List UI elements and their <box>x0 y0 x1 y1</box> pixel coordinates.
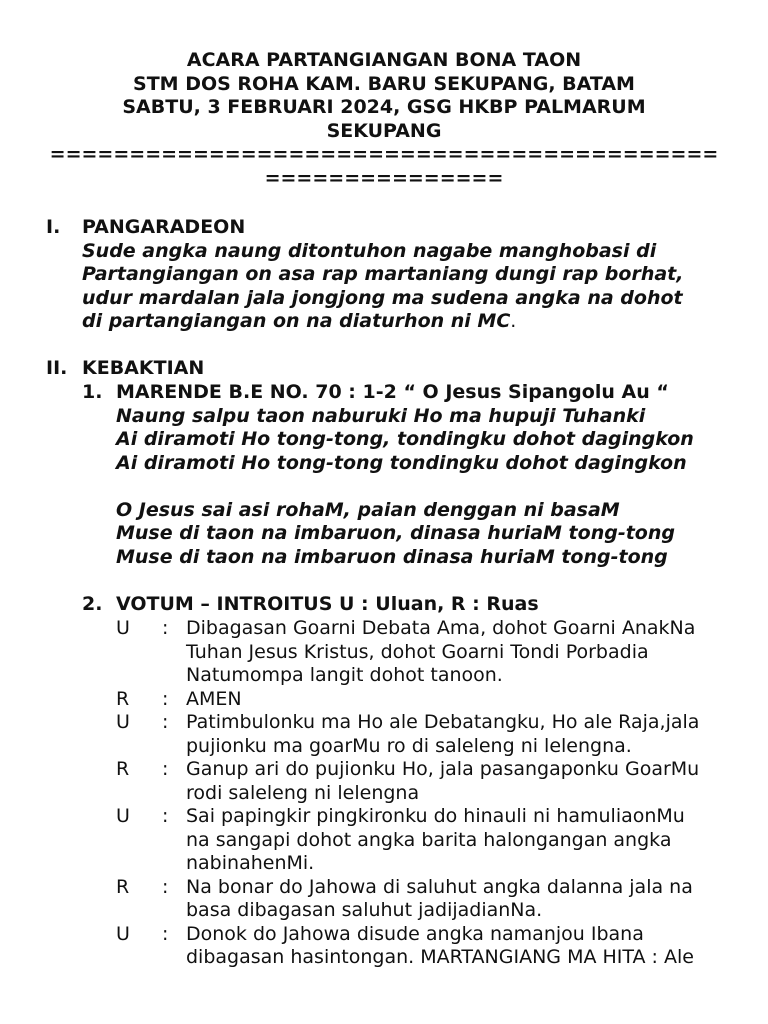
item-number: 1. <box>82 381 103 403</box>
body-line-last <box>82 310 736 334</box>
section-pangaradeon <box>46 216 736 334</box>
section-kebaktian <box>46 357 736 381</box>
item-title: MARENDE B.E NO. 70 : 1-2 “ O Jesus Sipangolu Au “ <box>116 381 669 403</box>
colon: : <box>162 922 169 945</box>
hymn-line: Naung salpu taon naburuki Ho ma hupuji Tuhanki <box>116 404 646 427</box>
item-heading <box>82 593 742 617</box>
hymn-verse-2 <box>82 499 742 570</box>
hymn-line: Muse di taon na imbaruon, dinasa huriaM tong-tong <box>116 522 675 544</box>
litany-row <box>116 617 736 688</box>
litany-row <box>116 758 736 805</box>
litany-line: na sangapi dohot angka barita halongangan angka <box>186 828 672 851</box>
hymn-verse-1 <box>82 405 742 476</box>
litany-text <box>186 876 693 923</box>
litany-line: Na bonar do Jahowa di saluhut angka dalanna jala na <box>186 875 693 898</box>
header-divider-cont: =============== <box>264 166 504 189</box>
litany-row <box>116 688 736 712</box>
litany-line: Tuhan Jesus Kristus, dohot Goarni Tondi Porbadia <box>186 640 649 663</box>
litany-text <box>186 688 242 712</box>
item-title: VOTUM – INTROITUS U : Uluan, R : Ruas <box>116 593 539 615</box>
item-votum <box>82 593 742 617</box>
document-header <box>40 49 728 190</box>
section-number: II. <box>46 357 68 379</box>
item-marende <box>82 381 742 569</box>
litany-line: nabinahenMi. <box>186 852 315 874</box>
colon: : <box>162 805 169 827</box>
item-number: 2. <box>82 593 103 615</box>
litany-line: Sai papingkir pingkironku do hinauli ni hamuliaonMu <box>186 805 685 827</box>
colon: : <box>162 617 169 639</box>
section-title: KEBAKTIAN <box>82 357 205 379</box>
verse-gap <box>82 475 742 499</box>
litany-row <box>116 876 736 923</box>
header-organization: STM DOS ROHA KAM. BARU SEKUPANG, BATAM <box>133 72 635 95</box>
item-heading <box>82 381 742 405</box>
speaker-label: R <box>116 758 130 780</box>
section-heading <box>46 216 736 240</box>
hymn-line: O Jesus sai asi rohaM, paian denggan ni basaM <box>116 498 620 521</box>
section-body <box>46 240 736 334</box>
litany-line: rodi saleleng ni lelengna <box>186 781 420 804</box>
litany-line: Natumompa langit dohot tanoon. <box>186 664 503 686</box>
body-line: di partangiangan on na diaturhon ni MC <box>82 310 511 332</box>
section-number: I. <box>46 216 61 238</box>
litany-line: Ganup ari do pujionku Ho, jala pasangaponku GoarMu <box>186 758 700 780</box>
body-line: udur mardalan jala jongjong ma sudena angka na dohot <box>82 286 683 309</box>
hymn-line: Muse di taon na imbaruon dinasa huriaM tong-tong <box>116 545 668 568</box>
header-date-venue: SABTU, 3 FEBRUARI 2024, GSG HKBP PALMARUM <box>122 96 646 118</box>
header-divider: ========================================== <box>49 143 719 165</box>
litany-row <box>116 923 736 970</box>
header-title: ACARA PARTANGIANGAN BONA TAON <box>186 49 582 71</box>
litany-text <box>186 923 694 970</box>
litany-text <box>186 617 695 688</box>
litany-text <box>186 711 699 758</box>
hymn-line: Ai diramoti Ho tong-tong tondingku dohot dagingkon <box>116 451 687 474</box>
speaker-label: U <box>116 711 130 733</box>
speaker-label: R <box>116 875 130 898</box>
section-heading <box>46 357 736 381</box>
litany <box>116 617 736 970</box>
litany-line: AMEN <box>186 687 242 710</box>
header-venue-cont: SEKUPANG <box>326 119 442 142</box>
litany-line: basa dibagasan saluhut jadijadianNa. <box>186 899 543 921</box>
speaker-label: R <box>116 687 130 710</box>
colon: : <box>162 875 169 898</box>
litany-row <box>116 711 736 758</box>
litany-line: dibagasan hasintongan. MARTANGIANG MA HITA : Ale <box>186 946 694 968</box>
colon: : <box>162 687 169 710</box>
colon: : <box>162 711 169 733</box>
speaker-label: U <box>116 617 130 639</box>
speaker-label: U <box>116 805 130 827</box>
litany-line: Patimbulonku ma Ho ale Debatangku, Ho ale Raja,jala <box>186 711 700 733</box>
hymn-line: Ai diramoti Ho tong-tong, tondingku dohot dagingkon <box>116 428 694 450</box>
body-line-period: . <box>510 310 517 332</box>
litany-text <box>186 758 699 805</box>
litany-line: Donok do Jahowa disude angka namanjou Ibana <box>186 922 644 945</box>
colon: : <box>162 758 169 780</box>
litany-line: Dibagasan Goarni Debata Ama, dohot Goarni AnakNa <box>186 617 696 639</box>
litany-text <box>186 805 685 876</box>
body-line: Sude angka naung ditontuhon nagabe manghobasi di <box>82 239 657 262</box>
litany-row <box>116 805 736 876</box>
section-title: PANGARADEON <box>82 216 246 238</box>
speaker-label: U <box>116 922 130 945</box>
litany-line: pujionku ma goarMu ro di saleleng ni lelengna. <box>186 734 632 757</box>
body-line: Partangiangan on asa rap martaniang dungi rap borhat, <box>82 263 684 285</box>
